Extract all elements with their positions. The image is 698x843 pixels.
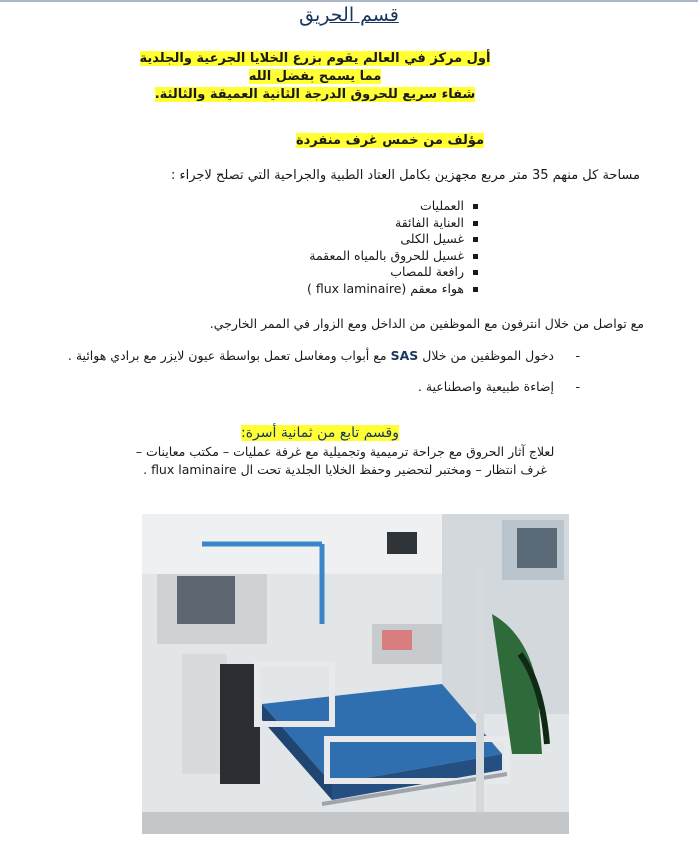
list-item: العناية الفائقة (307, 215, 464, 232)
lighting-text: إضاءة طبيعية واصطناعية . (417, 379, 554, 394)
rooms-heading: مؤلف من خمس غرف منفردة (295, 133, 485, 148)
list-item: هواء معقم (flux laminaire ) (306, 280, 464, 296)
section2-title: وقسم تابع من ثمانية أسرة: (240, 425, 399, 441)
list-item: غسيل الكلى (307, 231, 464, 248)
list-item: رافعة للمصاب (307, 264, 464, 281)
page-title: قسم الحريق (299, 4, 399, 26)
section2-paragraph (80, 443, 610, 479)
equipment-list (307, 198, 478, 298)
staff-entry-sas: SAS (390, 348, 419, 363)
area-paragraph: مساحة كل منهم 35 متر مربع مجهزين بكامل العتاد الطبية والجراحية التي تصلح لاجراء : (170, 168, 640, 183)
intro-line-1: أول مركز في العالم يقوم بزرع الخلايا الجرعية والجلدية (139, 51, 491, 66)
dash-marker: - (575, 379, 580, 394)
hospital-room-photo (142, 514, 569, 834)
page-title-wrap (0, 4, 698, 26)
section2-line-1: لعلاج آثار الحروق مع جراحة ترميمية وتجميلية مع غرفة عمليات – مكتب معاينات – (135, 444, 555, 459)
list-item: غسيل للحروق بالمياه المعقمة (307, 248, 464, 265)
section2-title-wrap (180, 425, 460, 441)
intro-line-3: شفاء سريع للحروق الدرجة الثانية العميقة والثالثة. (154, 87, 476, 102)
staff-entry-post: مع أبواب ومغاسل تعمل بواسطة عيون لايزر مع برادي هوائية . (67, 348, 391, 363)
intro-block (120, 50, 510, 104)
dash-marker: - (575, 348, 580, 363)
list-item: العمليات (307, 198, 464, 215)
contact-paragraph: مع تواصل من خلال انترفون مع الموظفين من الداخل ومع الزوار في الممر الخارجي. (209, 316, 644, 331)
staff-entry-pre: دخول الموظفين من خلال (418, 348, 554, 363)
staff-entry-line (68, 348, 580, 363)
intro-line-2: مما يسمح بفضل الله (248, 69, 382, 84)
hospital-room-illustration (142, 514, 569, 834)
section2-line-2: غرف انتظار – ومختبر لتحضير وحفظ الخلايا الجلدية تحت ال flux laminaire . (143, 462, 547, 477)
top-rule (0, 0, 698, 2)
lighting-line (418, 379, 580, 394)
rooms-heading-wrap (200, 133, 580, 148)
